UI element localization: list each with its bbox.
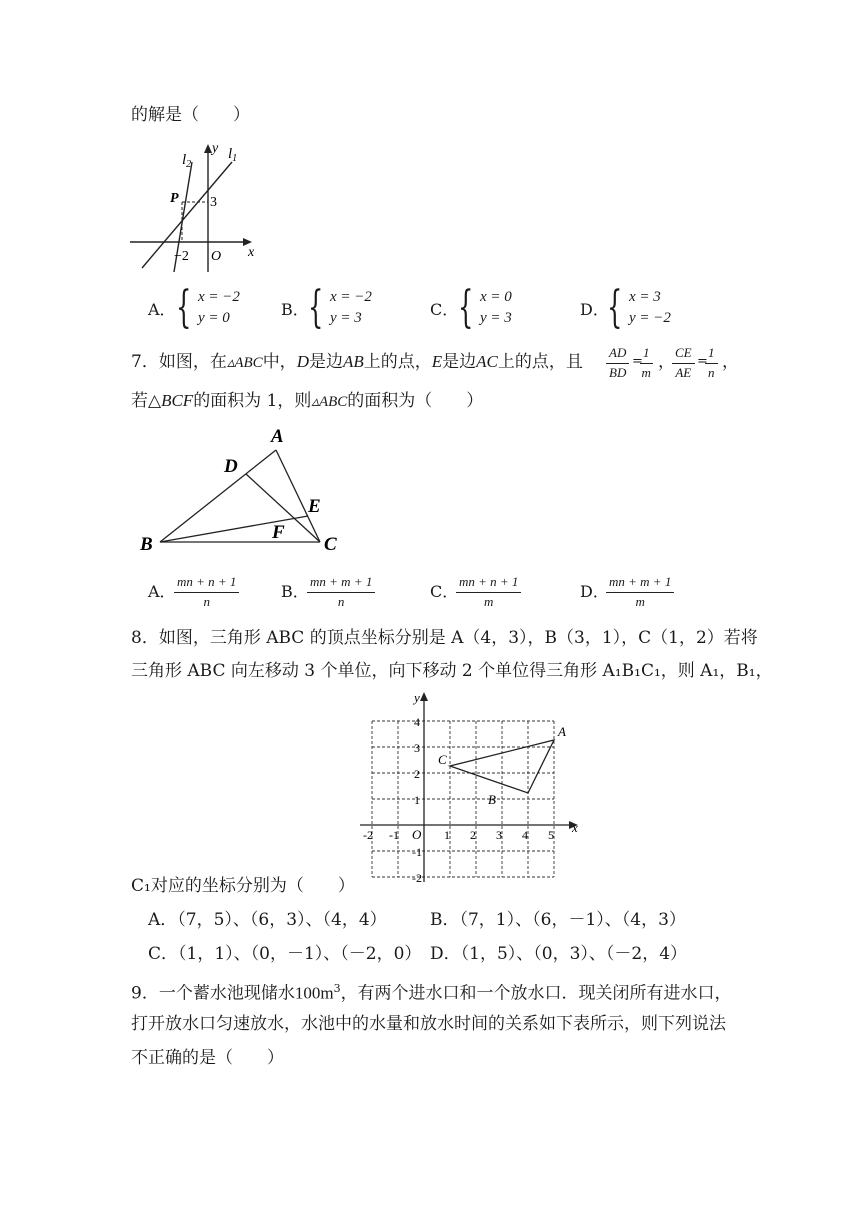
label-y: y	[212, 141, 219, 156]
q7-option-a-fraction: $\frac{mn + n + 1}{n}$	[174, 574, 239, 610]
label-C: C	[438, 752, 447, 767]
label-E: E	[308, 496, 321, 517]
q6-option-a-label: A．	[148, 300, 176, 319]
q8-stem-line1: 8．如图，三角形 ABC 的顶点坐标分别是 A（4，3），B（3，1），C（1，2）若将	[131, 628, 758, 648]
label-O: O	[211, 249, 222, 264]
q8-option-b: B．（7，1）、（6，－1）、（4，3）	[430, 910, 686, 930]
q8-option-c: C．（1，1）、（0，－1）、（－2，0）	[148, 944, 422, 964]
q7-fraction2-rhs: $\frac{1}{n}$	[705, 345, 718, 381]
q8-stem-line3: C₁对应的坐标分别为（ ）	[131, 876, 355, 896]
q6-option-a-system: { x = −2 y = 0	[176, 282, 240, 333]
q7-fraction2-equals: =	[697, 354, 708, 369]
brace-icon: {	[176, 282, 192, 333]
label-l2: $l_2$	[182, 152, 192, 170]
label-F: F	[272, 522, 285, 543]
y-tick-label: -2	[412, 871, 422, 885]
label-O: O	[412, 827, 422, 842]
label-D: D	[224, 456, 238, 477]
q8-option-d: D．（1，5）、（0，3）、（－2，4）	[430, 944, 688, 964]
q6-stem-tail: 的解是（ ）	[131, 105, 250, 125]
label-l1: $l_1$	[228, 146, 238, 164]
label-B: B	[488, 792, 496, 807]
label-P: P	[170, 191, 179, 206]
q7-stem-line2: 若△BCF的面积为 1，则▵ABC的面积为（ ）	[131, 391, 484, 411]
segment-BE	[160, 516, 308, 542]
x-tick-label: -2	[363, 828, 373, 842]
side-AB	[160, 450, 276, 542]
y-tick-label: 1	[414, 793, 420, 807]
label-x: x	[572, 820, 578, 835]
brace-icon: {	[458, 282, 474, 333]
y-tick-label: -1	[412, 845, 422, 859]
q7-option-c-label: C．	[430, 582, 459, 601]
brace-icon: {	[607, 282, 623, 333]
y-tick-label: 4	[414, 715, 420, 729]
label-3: 3	[210, 195, 217, 210]
brace-icon: {	[308, 282, 324, 333]
q7-stem-line1: 7．如图，在▵ABC中，D是边AB上的点，E是边AC上的点，且	[131, 352, 583, 372]
q7-fraction1-rhs: $\frac{1}{m}$	[641, 345, 651, 380]
q7-figure	[136, 424, 356, 560]
q8-coordinate-grid	[352, 688, 584, 892]
dashed-grid	[372, 721, 554, 877]
x-tick-label: 4	[522, 828, 528, 842]
x-tick-label: 5	[548, 828, 554, 842]
x-tick-label: 2	[470, 828, 476, 842]
q8-stem-line2: 三角形 ABC 向左移动 3 个单位，向下移动 2 个单位得三角形 A₁B₁C₁，则 A₁，B₁，	[131, 661, 773, 681]
q7-comma: ，	[658, 352, 675, 372]
x-tick-label: 3	[496, 828, 502, 842]
label-A: A	[271, 426, 284, 447]
q6-figure	[128, 140, 268, 276]
label-x: x	[248, 245, 255, 260]
q7-fraction1-equals: =	[632, 354, 643, 369]
q9-stem-line3: 不正确的是（ ）	[131, 1048, 284, 1068]
q7-fraction-ce-ae: $\frac{CE}{AE}$	[672, 345, 695, 381]
q6-option-d-system: { x = 3 y = −2	[607, 282, 671, 333]
q7-option-d-fraction: $\frac{mn + m + 1}{m}$	[606, 574, 674, 610]
label-C: C	[324, 534, 337, 555]
y-axis-arrow	[420, 692, 428, 701]
label-neg2: −2	[174, 249, 189, 264]
q7-fraction-ad-bd: $\frac{AD}{BD}$	[606, 345, 629, 381]
q6-option-d-label: D．	[580, 300, 609, 319]
x-tick-label: 1	[444, 828, 450, 842]
q7-comma2: ，	[722, 352, 739, 372]
q6-option-b-label: B．	[281, 300, 309, 319]
y-tick-label: 3	[414, 741, 420, 755]
q8-option-a: A．（7，5）、（6，3）、（4，4）	[148, 910, 387, 930]
x-tick-label: -1	[389, 828, 399, 842]
label-A: A	[558, 724, 566, 739]
y-axis-arrow	[204, 144, 212, 153]
label-B: B	[140, 534, 153, 555]
label-y: y	[414, 690, 420, 705]
q7-option-b-fraction: $\frac{mn + m + 1}{n}$	[307, 574, 375, 610]
q6-option-b-system: { x = −2 y = 3	[308, 282, 372, 333]
y-tick-label: 2	[414, 767, 420, 781]
q6-option-c-system: { x = 0 y = 3	[458, 282, 512, 333]
q7-option-c-fraction: $\frac{mn + n + 1}{m}$	[456, 574, 521, 610]
q9-stem-line1: 9．一个蓄水池现储水$100m^3$，有两个进水口和一个放水口．现关闭所有进水口，	[131, 982, 732, 1004]
q7-option-a-label: A．	[148, 582, 176, 601]
q7-option-b-label: B．	[281, 582, 309, 601]
q7-option-d-label: D．	[580, 582, 609, 601]
q6-option-c-label: C．	[430, 300, 459, 319]
q9-stem-line2: 打开放水口匀速放水，水池中的水量和放水时间的关系如下表所示，则下列说法	[131, 1014, 726, 1034]
